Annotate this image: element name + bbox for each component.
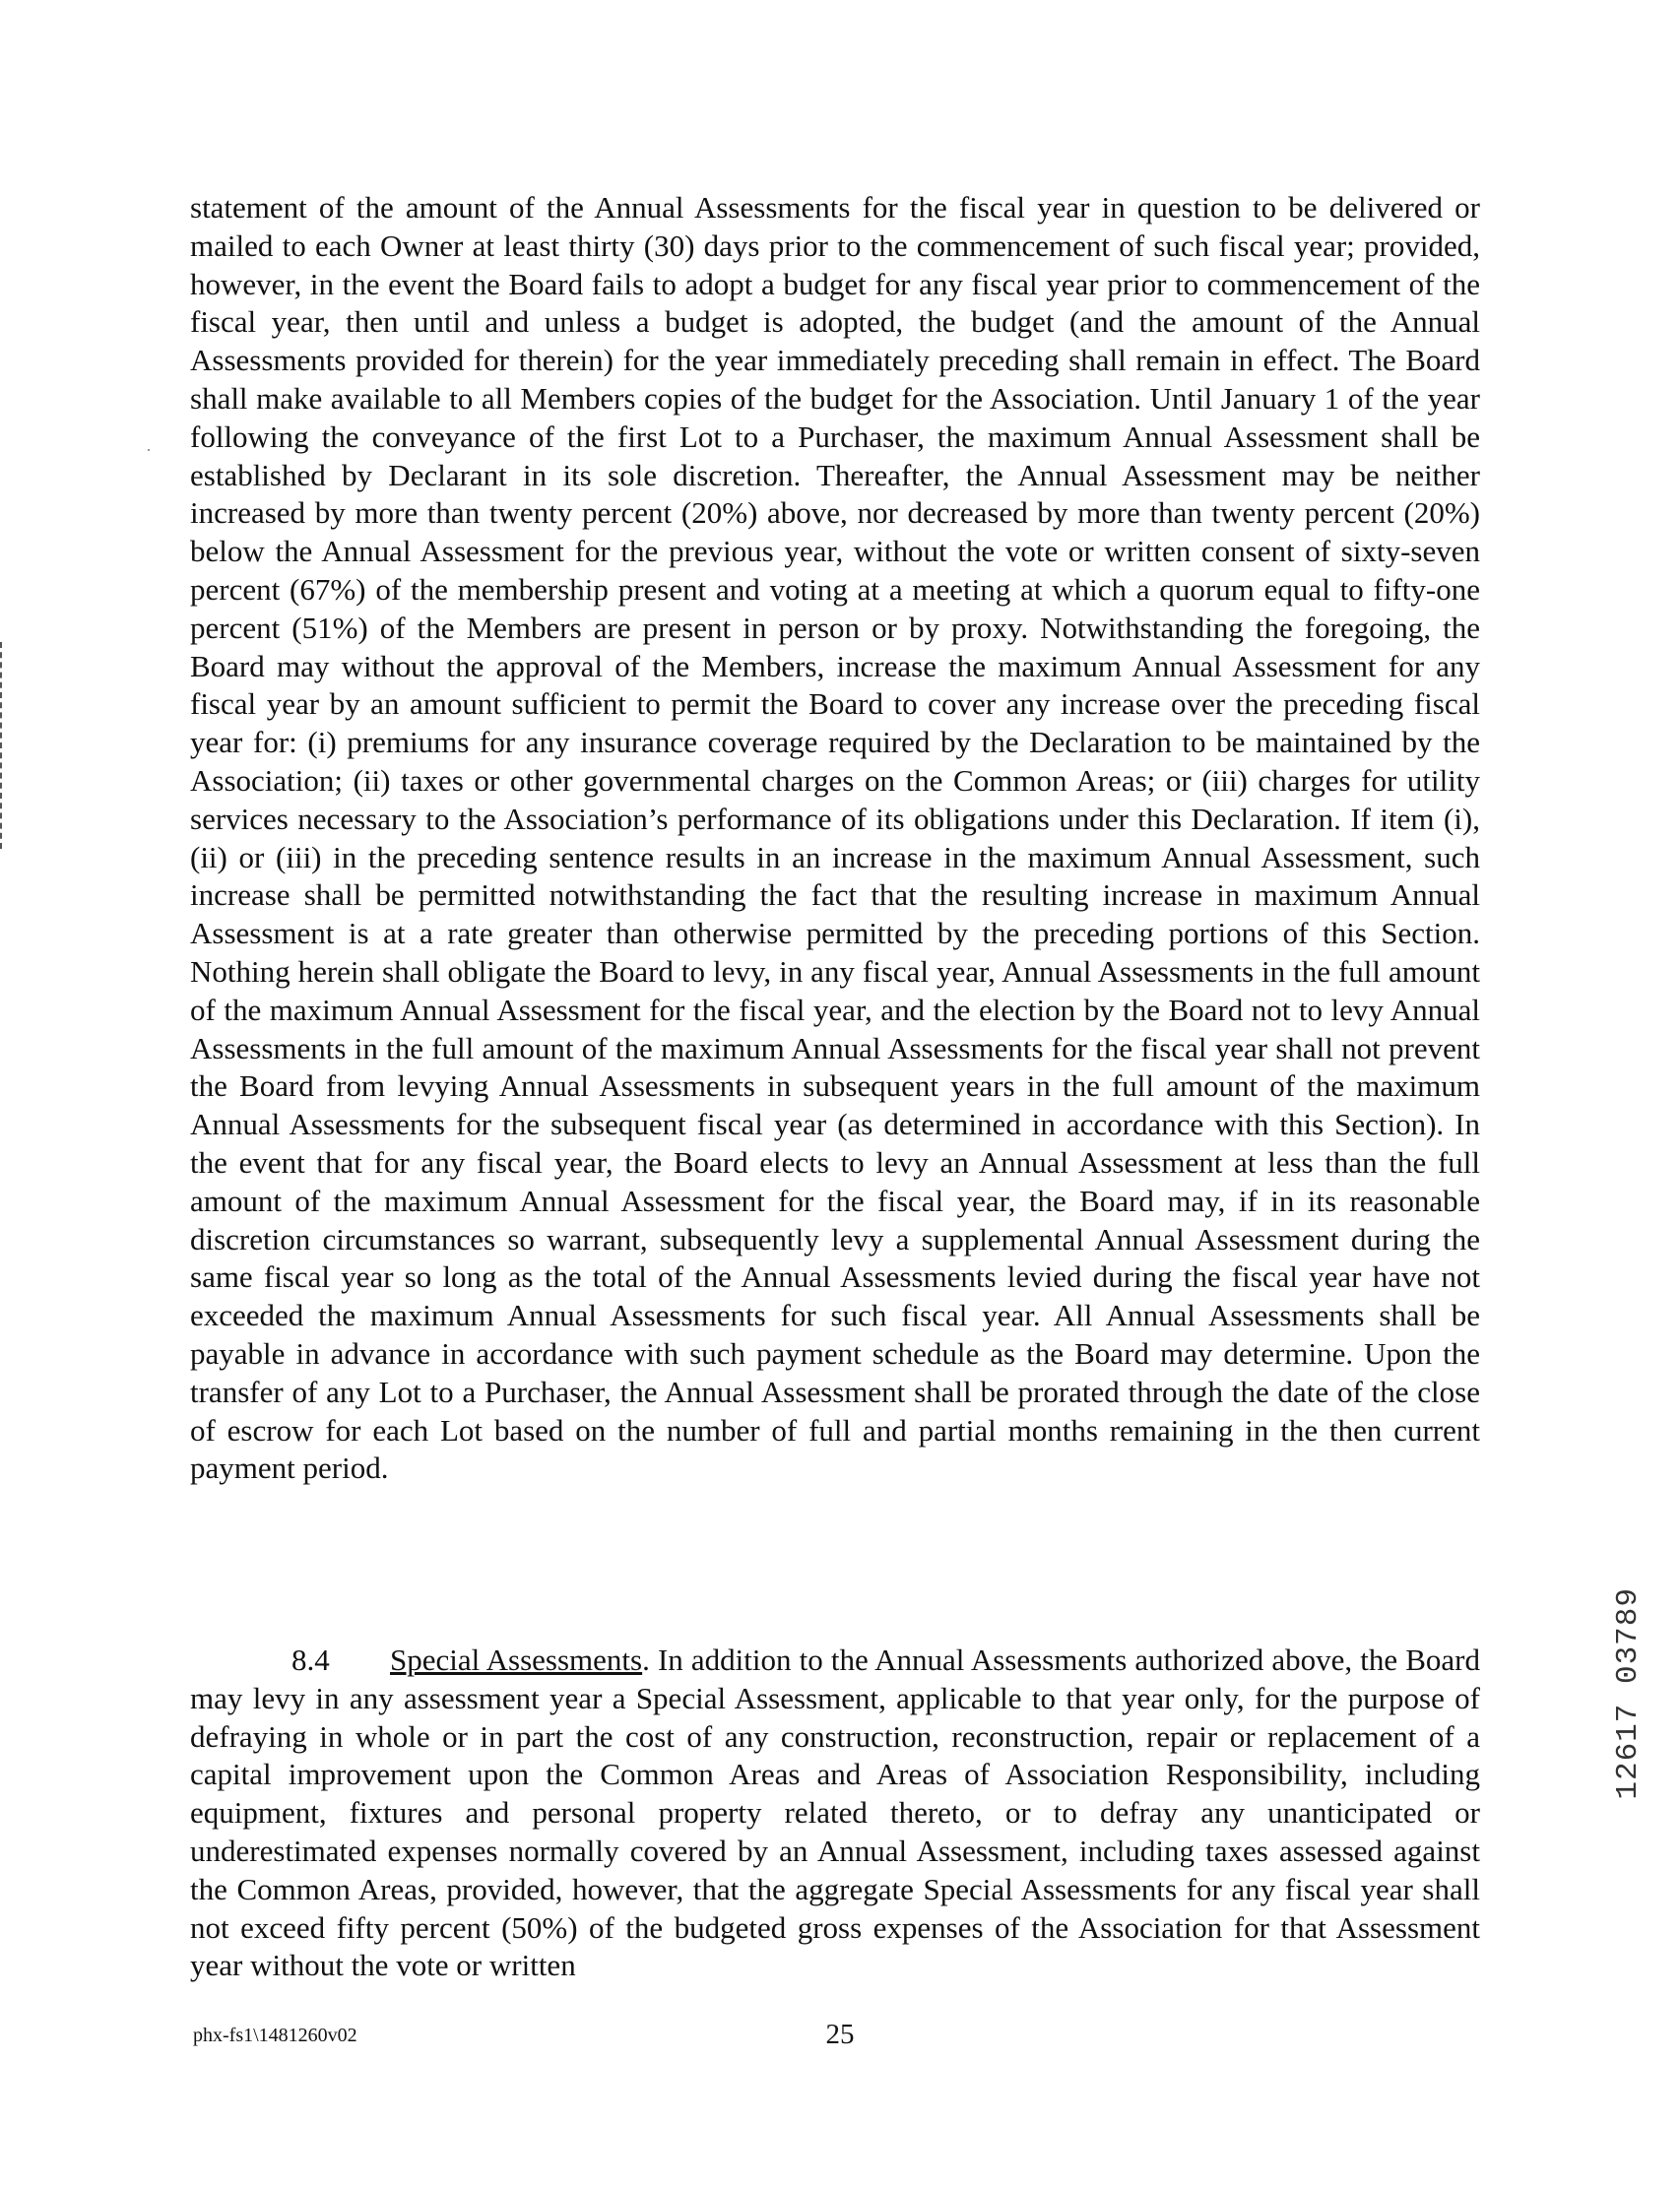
- scan-speck: [148, 449, 150, 451]
- section-number: 8.4: [291, 1642, 330, 1677]
- section-title: Special Assessments: [390, 1642, 643, 1677]
- recording-stamp: 12617 03789: [1611, 1587, 1646, 1800]
- page-number-container: [0, 2019, 1680, 2051]
- scan-edge-mark: [0, 642, 5, 849]
- section-text: . In addition to the Annual Assessments authorized above, the Board may levy in any assessment year a Special Assessment, applicable to that year only, for the purpose of defraying in whole or in part the cost of any construction, reconstruction, repair or replacement of a capital improvement upon the Common Areas and Areas of Association Responsibility, including equipment, fixtures and personal property related thereto, or to defray any unanticipated or underestimated expenses normally covered by an Annual Assessment, including taxes assessed against the Common Areas, provided, however, that the aggregate Special Assessments for any fiscal year shall not exceed fifty percent (50%) of the budgeted gross expenses of the Association for that Assessment year without the vote or written: [190, 1642, 1480, 1983]
- document-id: phx-fs1\1481260v02: [193, 2025, 357, 2046]
- body-paragraph: statement of the amount of the Annual Assessments for the fiscal year in question to be delivered or mailed to each Owner at least thirty (30) days prior to the commencement of such fiscal year; provided, however, in the event the Board fails to adopt a budget for any fiscal year prior to commencement of the fiscal year, then until and unless a budget is adopted, the budget (and the amount of the Annual Assessments provided for therein) for the year immediately preceding shall remain in effect. The Board shall make available to all Members copies of the budget for the Association. Until January 1 of the year following the conveyance of the first Lot to a Purchaser, the maximum Annual Assessment shall be established by Declarant in its sole discretion. Thereafter, the Annual Assessment may be neither increased by more than twenty percent (20%) above, nor decreased by more than twenty percent (20%) below the Annual Assessment for the previous year, without the vote or written consent of sixty-seven percent (67%) of the membership present and voting at a meeting at which a quorum equal to fifty-one percent (51%) of the Members are present in person or by proxy. Notwithstanding the foregoing, the Board may without the approval of the Members, increase the maximum Annual Assessment for any fiscal year by an amount sufficient to permit the Board to cover any increase over the preceding fiscal year for: (i) premiums for any insurance coverage required by the Declaration to be maintained by the Association; (ii) taxes or other governmental charges on the Common Areas; or (iii) charges for utility services necessary to the Association’s performance of its obligations under this Declaration. If item (i), (ii) or (iii) in the preceding sentence results in an increase in the maximum Annual Assessment, such increase shall be permitted notwithstanding the fact that the resulting increase in maximum Annual Assessment is at a rate greater than otherwise permitted by the preceding portions of this Section. Nothing herein shall obligate the Board to levy, in any fiscal year, Annual Assessments in the full amount of the maximum Annual Assessment for the fiscal year, and the election by the Board not to levy Annual Assessments in the full amount of the maximum Annual Assessments for the fiscal year shall not prevent the Board from levying Annual Assessments in subsequent years in the full amount of the maximum Annual Assessments for the subsequent fiscal year (as determined in accordance with this Section). In the event that for any fiscal year, the Board elects to levy an Annual Assessment at less than the full amount of the maximum Annual Assessment for the fiscal year, the Board may, if in its reasonable discretion circumstances so warrant, subsequently levy a supplemental Annual Assessment during the same fiscal year so long as the total of the Annual Assessments levied during the fiscal year have not exceeded the maximum Annual Assessments for such fiscal year. All Annual Assessments shall be payable in advance in accordance with such payment schedule as the Board may determine. Upon the transfer of any Lot to a Purchaser, the Annual Assessment shall be prorated through the date of the close of escrow for each Lot based on the number of full and partial months remaining in the then current payment period.: [190, 190, 1480, 1486]
- page-number: 25: [825, 2019, 855, 2050]
- section-paragraph: [190, 1642, 1480, 1985]
